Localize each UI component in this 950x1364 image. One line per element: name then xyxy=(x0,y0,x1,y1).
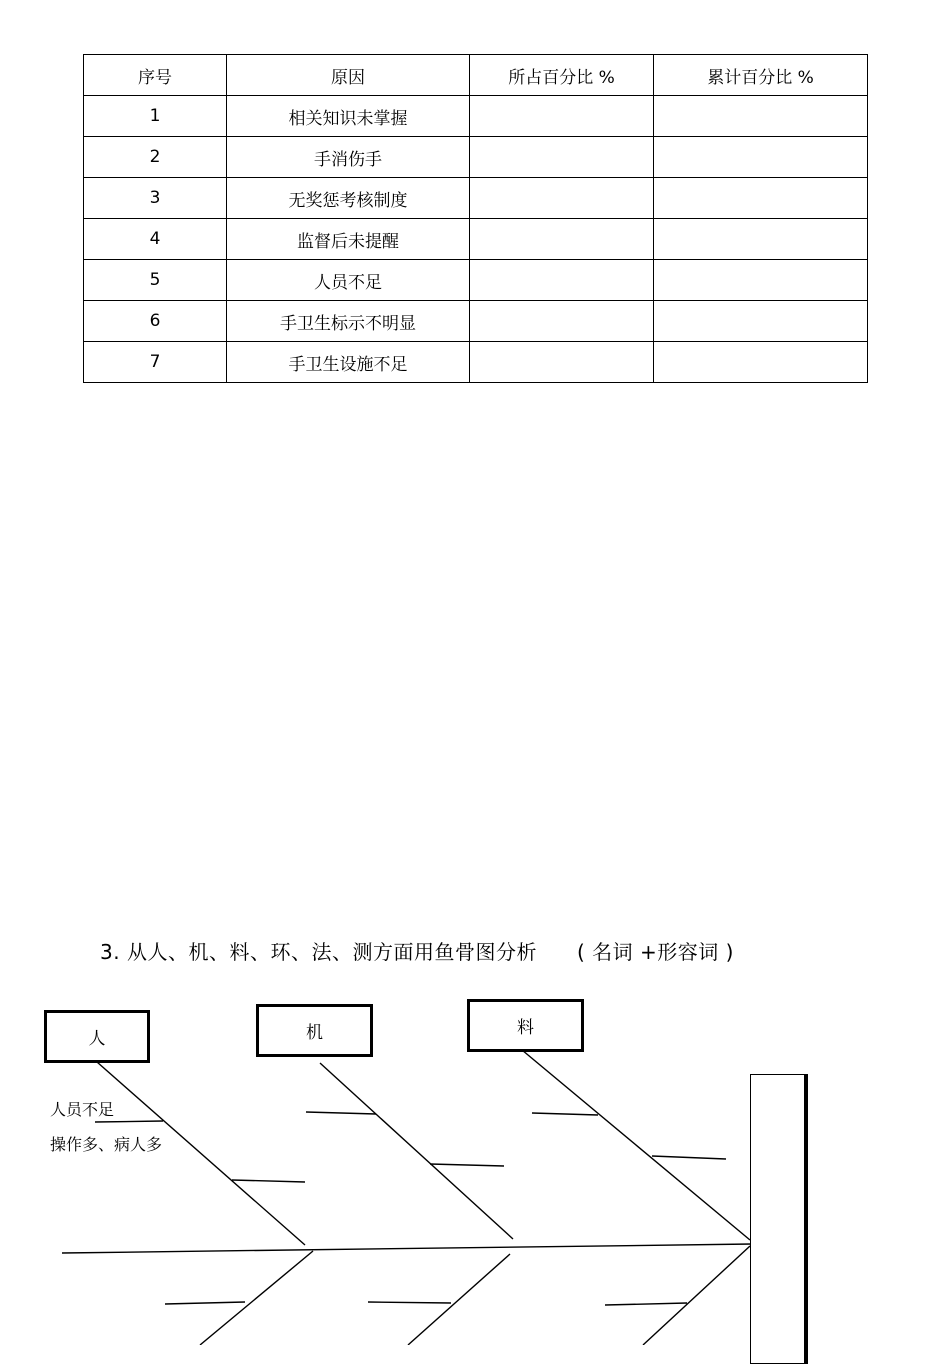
category-label: 料 xyxy=(517,1018,534,1038)
category-box-machine xyxy=(256,1004,373,1057)
bone-machine xyxy=(320,1063,513,1239)
category-label: 人 xyxy=(88,1029,106,1049)
row-cause: 无奖惩考核制度 xyxy=(227,178,470,219)
fishbone-spine xyxy=(62,1244,752,1253)
row-no: 5 xyxy=(84,260,227,301)
category-label: 机 xyxy=(306,1023,323,1043)
sub-bone xyxy=(652,1156,726,1159)
sub-bone xyxy=(430,1164,504,1166)
row-cause: 监督后未提醒 xyxy=(227,219,470,260)
sub-bone xyxy=(368,1302,451,1303)
category-box-person xyxy=(44,1010,150,1063)
row-no: 7 xyxy=(84,342,227,383)
row-no: 1 xyxy=(84,96,227,137)
bone-lower-3 xyxy=(643,1246,750,1345)
sub-bone xyxy=(232,1180,305,1182)
row-cause: 手卫生标示不明显 xyxy=(227,301,470,342)
section-title-text: 3. 从人、机、料、环、法、测方面用鱼骨图分析 xyxy=(100,940,537,964)
row-no: 6 xyxy=(84,301,227,342)
sub-bone xyxy=(605,1303,687,1305)
bone-material xyxy=(522,1050,750,1240)
header-cumulative: 累计百分比 % xyxy=(654,55,868,96)
cause-label: 操作多、病人多 xyxy=(50,1135,163,1154)
bone-lower-2 xyxy=(408,1254,510,1345)
row-no: 4 xyxy=(84,219,227,260)
header-cause: 原因 xyxy=(227,55,470,96)
header-no: 序号 xyxy=(84,55,227,96)
sub-bone xyxy=(306,1112,376,1114)
fishbone-head-box xyxy=(750,1074,808,1364)
row-cause: 相关知识未掌握 xyxy=(227,96,470,137)
row-cause: 手消伤手 xyxy=(227,137,470,178)
sub-bone xyxy=(532,1113,598,1115)
sub-bone xyxy=(95,1121,163,1122)
row-no: 3 xyxy=(84,178,227,219)
sub-bone xyxy=(165,1302,245,1304)
row-cause: 人员不足 xyxy=(227,260,470,301)
row-no: 2 xyxy=(84,137,227,178)
section-note: ( 名词 +形容词 ) xyxy=(576,940,734,964)
cause-label: 人员不足 xyxy=(50,1100,115,1119)
header-percent: 所占百分比 % xyxy=(470,55,654,96)
bone-lower-1 xyxy=(200,1251,313,1345)
row-cause: 手卫生设施不足 xyxy=(227,342,470,383)
category-box-material xyxy=(467,999,584,1052)
